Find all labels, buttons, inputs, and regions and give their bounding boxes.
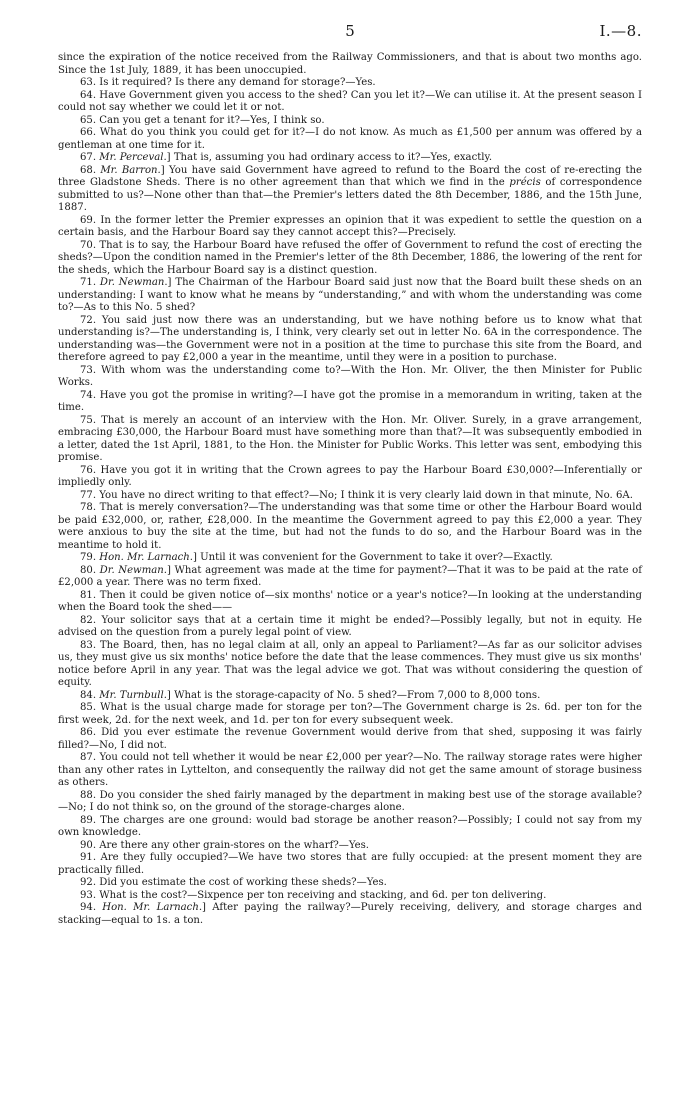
testimony-paragraph	[58, 702, 642, 727]
testimony-paragraph	[58, 877, 642, 890]
testimony-paragraph	[58, 77, 642, 90]
testimony-paragraph	[58, 490, 642, 503]
testimony-paragraph	[58, 565, 642, 590]
paragraph-text: You have said Government have agreed to refund to the Board the cost of re-erecting the three Gladstone Sheds. There is no other agreement than that which we find in the précis of correspondence submitted to us?—None other than that—the Premier's letters dated the 8th December, 1886, and the 15th June, 1887.	[58, 164, 642, 213]
testimony-paragraph	[58, 152, 642, 165]
paragraph-text: 89. The charges are one ground: would bad storage be another reason?—Possibly; I could not say from my own knowledge.	[58, 814, 642, 838]
paragraph-text: 87. You could not tell whether it would be near £2,000 per year?—No. The railway storage rates were higher than any other rates in Lyttelton, and consequently the railway did not get the same amount of storage business as others.	[58, 752, 642, 788]
testimony-paragraph	[58, 815, 642, 840]
testimony-paragraph	[58, 640, 642, 690]
testimony-paragraph	[58, 415, 642, 465]
paragraph-text: 72. You said just now there was an understanding, but we have nothing before us to know what that understanding is?—The understanding is, I think, very clearly set out in letter No. 6A in the correspondence. The understanding was—the Government were not in a position at the time to purchase this site from the Board, and therefore agreed to pay £2,000 a year in the meantime, until they were in a position to purchase.	[58, 314, 642, 363]
testimony-paragraph	[58, 277, 642, 315]
testimony-paragraph	[58, 115, 642, 128]
testimony-paragraph	[58, 465, 642, 490]
testimony-paragraph	[58, 852, 642, 877]
testimony-paragraph	[58, 90, 642, 115]
document-reference: I.—8.	[599, 22, 642, 40]
paragraph-text: 82. Your solicitor says that at a certain time it might be ended?—Possibly legally, but not in equity. He advised on the question from a purely legal point of view.	[58, 614, 642, 638]
paragraph-text: 92. Did you estimate the cost of working these sheds?—Yes.	[80, 877, 387, 888]
paragraph-text: 63. Is it required? Is there any demand for storage?—Yes.	[80, 77, 376, 88]
page-number: 5	[345, 22, 355, 40]
speaker-label: 79. Hon. Mr. Larnach.]	[80, 552, 197, 563]
paragraph-text: After paying the railway?—Purely receiving, delivery, and storage charges and stacking—equal to 1s. a ton.	[58, 902, 643, 926]
testimony-paragraph	[58, 615, 642, 640]
testimony-paragraph	[58, 165, 642, 215]
testimony-body	[58, 52, 642, 927]
paragraph-text: What agreement was made at the time for payment?—That it was to be paid at the rate of £2,000 a year. There was no term fixed.	[58, 564, 642, 588]
testimony-paragraph	[58, 902, 642, 927]
paragraph-text: 90. Are there any other grain-stores on the wharf?—Yes.	[80, 839, 370, 851]
page-header	[58, 20, 642, 48]
testimony-paragraph	[58, 840, 642, 853]
paragraph-text: 91. Are they fully occupied?—We have two stores that are fully occupied: at the present moment they are practically filled.	[58, 852, 642, 876]
testimony-paragraph	[58, 790, 642, 815]
paragraph-text: What is the storage-capacity of No. 5 shed?—From 7,000 to 8,000 tons.	[174, 689, 541, 701]
paragraph-text: 76. Have you got it in writing that the Crown agrees to pay the Harbour Board £30,000?—Inferentially or impliedly only.	[58, 464, 642, 488]
testimony-paragraph	[58, 690, 642, 703]
paragraph-text: 83. The Board, then, has no legal claim at all, only an appeal to Parliament?—As far as our solicitor advises us, they must give us six months' notice before the date that the lease commences. They must give us six months' notice before April in any year. That was the legal advice we got. That was without considering the question of equity.	[58, 639, 642, 688]
paragraph-text: 81. Then it could be given notice of—six months' notice or a year's notice?—In looking at the understanding when the Board took the shed——	[58, 589, 642, 613]
testimony-paragraph	[58, 752, 642, 790]
paragraph-text: 64. Have Government given you access to the shed? Can you let it?—We can utilise it. At the present season I could not say whether we could let it or not.	[58, 89, 642, 113]
paragraph-text: 78. That is merely conversation?—The understanding was that some time or other the Harbour Board would be paid £32,000, or, rather, £28,000. In the meantime the Government agreed to pay this £2,000 a year. They were anxious to buy the site at the time, but had not the funds to do so, and the Harbour Board was in the meantime to hold it.	[58, 502, 642, 551]
speaker-label: 84. Mr. Turnbull.]	[80, 689, 171, 701]
testimony-paragraph	[58, 502, 642, 552]
paragraph-text: 65. Can you get a tenant for it?—Yes, I think so.	[80, 114, 325, 126]
paragraph-text: Until it was convenient for the Government to take it over?—Exactly.	[200, 552, 553, 563]
paragraph-text: 93. What is the cost?—Sixpence per ton receiving and stacking, and 6d. per ton delivering.	[80, 889, 547, 901]
paragraph-text: 77. You have no direct writing to that effect?—No; I think it is very clearly laid down in that minute, No. 6A.	[80, 489, 633, 501]
paragraph-text: 74. Have you got the promise in writing?—I have got the promise in a memorandum in writing, taken at the time.	[58, 389, 642, 413]
paragraph-text: 88. Do you consider the shed fairly managed by the department in making best use of the storage available?—No; I do not think so, on the ground of the storage-charges alone.	[58, 789, 642, 813]
testimony-paragraph	[58, 127, 642, 152]
paragraph-text: 75. That is merely an account of an interview with the Hon. Mr. Oliver. Surely, in a grave arrangement, embracing £30,000, the Harbour Board must have something more than that?—It was subsequently embodied in a letter, dated the 1st April, 1881, to the Hon. the Minister for Public Works. This letter was sent, embodying this promise.	[58, 414, 642, 463]
paragraph-text: 66. What do you think you could get for it?—I do not know. As much as £1,500 per annum was offered by a gentleman at one time for it.	[58, 127, 642, 151]
paragraph-text: 73. With whom was the understanding come to?—With the Hon. Mr. Oliver, the then Minister for Public Works.	[58, 364, 642, 388]
testimony-paragraph	[58, 390, 642, 415]
speaker-label: 94. Hon. Mr. Larnach.]	[80, 902, 206, 913]
testimony-paragraph	[58, 590, 642, 615]
testimony-paragraph	[58, 240, 642, 278]
paragraph-text: 86. Did you ever estimate the revenue Government would derive from that shed, supposing it was fairly filled?—No, I did not.	[58, 727, 642, 751]
testimony-paragraph	[58, 890, 642, 903]
paragraph-text: since the expiration of the notice received from the Railway Commissioners, and that is about two months ago. Since the 1st July, 1889, it has been unoccupied.	[58, 52, 642, 76]
testimony-paragraph	[58, 52, 642, 77]
paragraph-text: The Chairman of the Harbour Board said just now that the Board built these sheds on an understanding: I want to know what he means by “understanding,” and with whom the understanding was come to?—As to this No. 5 shed?	[58, 277, 642, 313]
paragraph-text: 69. In the former letter the Premier expresses an opinion that it was expedient to settle the question on a certain basis, and the Harbour Board say they cannot accept this?—Precisely.	[58, 214, 642, 238]
testimony-paragraph	[58, 552, 642, 565]
testimony-paragraph	[58, 215, 642, 240]
speaker-label: 80. Dr. Newman.]	[80, 564, 171, 576]
testimony-paragraph	[58, 315, 642, 365]
speaker-label: 71. Dr. Newman.]	[80, 277, 172, 288]
speaker-label: 68. Mr. Barron.]	[80, 164, 165, 176]
paragraph-text: 85. What is the usual charge made for storage per ton?—The Government charge is 2s. 6d. per ton for the first week, 2d. for the next week, and 1d. per ton for every subsequent week.	[58, 702, 642, 726]
paragraph-text: That is, assuming you had ordinary access to it?—Yes, exactly.	[173, 152, 493, 163]
speaker-label: 67. Mr. Perceval.]	[80, 152, 171, 163]
paragraph-text: 70. That is to say, the Harbour Board have refused the offer of Government to refund the cost of erecting the sheds?—Upon the condition named in the Premier's letter of the 8th December, 1886, the lowering of the rent for the sheds, which the Harbour Board say is a distinct question.	[58, 239, 642, 276]
testimony-paragraph	[58, 727, 642, 752]
testimony-paragraph	[58, 365, 642, 390]
